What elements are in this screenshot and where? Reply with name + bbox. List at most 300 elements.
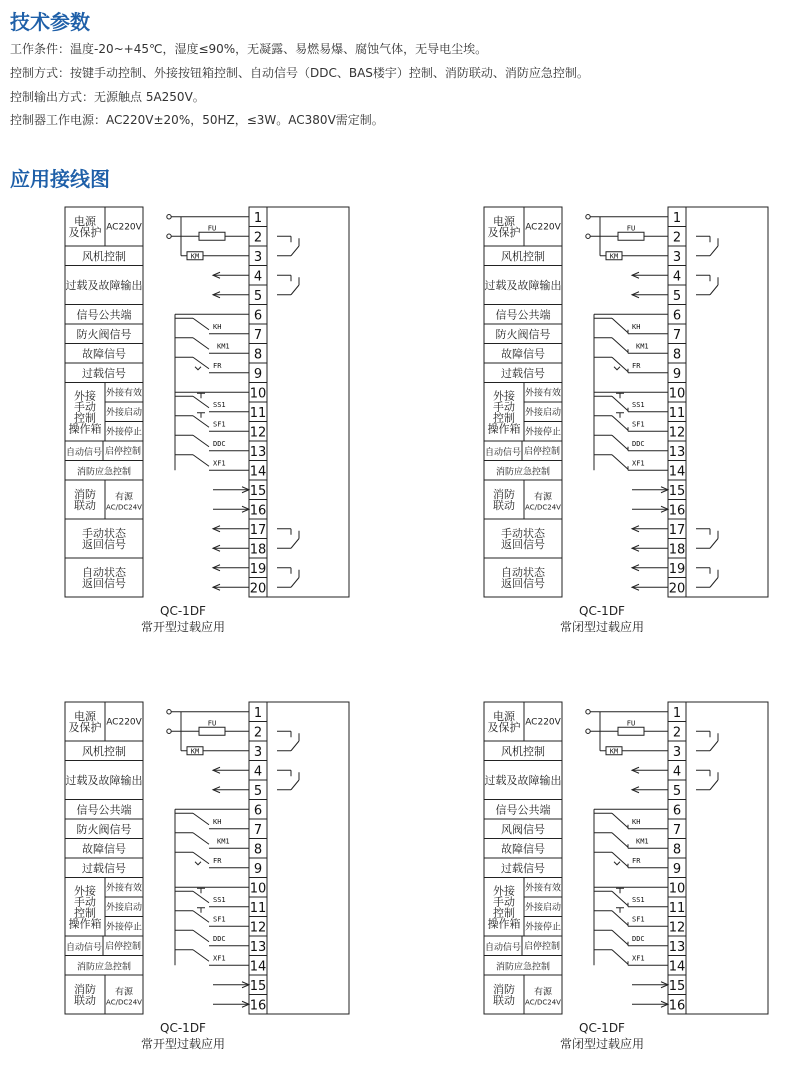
contact-blade (612, 357, 628, 372)
label-ext_start-line: 外接启动 (105, 902, 143, 913)
contact-blade (612, 396, 628, 411)
label-fire_link-line: 联动 (493, 499, 515, 512)
label-ext_valid-line: 外接有效 (105, 388, 143, 399)
terminal-number (254, 823, 262, 838)
terminal-number (669, 503, 686, 518)
label-ext_box-line: 操作箱 (68, 917, 102, 931)
contact-label-km1-line: KM1 (636, 342, 649, 351)
terminal-number (250, 998, 267, 1013)
terminal-number-line: 1 (253, 705, 263, 721)
terminal-number-line: 12 (249, 920, 267, 936)
terminal-number-line: 6 (672, 803, 682, 819)
terminal-number (250, 523, 267, 538)
terminal-number-line: 1 (253, 210, 263, 226)
terminal-number (250, 920, 267, 935)
label-fire_link (74, 982, 96, 1007)
terminal-number (673, 367, 681, 382)
contact-label-ss1 (213, 401, 226, 409)
label-ext_stop-line: 外接停止 (105, 427, 143, 438)
label-emergency (77, 960, 131, 972)
terminal-number-line: 11 (668, 900, 686, 916)
contact-blade (193, 435, 209, 447)
terminal-number-line: 6 (253, 803, 263, 819)
power-terminal-dot (167, 215, 171, 219)
label-ext_start-line: 外接启动 (524, 902, 562, 913)
contact-label-fr-line: FR (213, 856, 222, 865)
contact-blade (193, 930, 209, 942)
terminal-number-line: 8 (253, 842, 263, 858)
label-ext_valid-line: 外接有效 (524, 883, 562, 894)
terminal-number (254, 725, 262, 740)
terminal-number (669, 998, 686, 1013)
terminal-number-line: 6 (253, 308, 263, 324)
label-fan (82, 249, 126, 263)
terminal-number (250, 484, 267, 499)
terminal-number (673, 347, 681, 362)
label-auto_ss-line: 启停控制 (104, 446, 142, 457)
contact-label-xf1 (632, 459, 645, 467)
label-damper-line: 防火阀信号 (76, 822, 132, 836)
label-ext_stop (106, 425, 142, 437)
label-auto_ss (105, 445, 141, 457)
terminal-number (673, 725, 681, 740)
contact-label-kh-line: KH (213, 817, 222, 826)
label-table (484, 702, 562, 1014)
terminal-number-line: 5 (253, 288, 263, 304)
contact-label-ss1 (632, 401, 645, 409)
contact-blade (193, 338, 209, 350)
contact-blade (193, 455, 209, 467)
label-fire_link-line: 消防 (74, 488, 96, 501)
label-ext_box-line: 手动 (74, 400, 96, 414)
label-common (77, 802, 132, 816)
terminal-number (669, 386, 686, 401)
internal-contact (710, 578, 718, 588)
contact-label-kh-line: KH (213, 322, 222, 331)
internal-contact (291, 741, 299, 751)
external-wiring (586, 710, 668, 1008)
terminal-number (254, 706, 262, 721)
contact-label-kh (213, 323, 221, 331)
label-common (496, 307, 551, 321)
label-table (484, 207, 562, 597)
terminal-number (669, 464, 686, 479)
wiring-diagram-svg (482, 700, 772, 1059)
contact-label-ddc (213, 440, 226, 448)
internal-contact (710, 539, 718, 549)
contact-label-ddc-line: DDC (213, 439, 226, 448)
label-ext_stop (106, 920, 142, 932)
fuse-label (208, 719, 216, 727)
terminal-number (669, 484, 686, 499)
label-fan (501, 249, 545, 263)
label-power-line: 及保护 (487, 226, 521, 239)
contact-blade (193, 813, 209, 825)
terminal-number (254, 862, 262, 877)
contact-label-ddc (213, 935, 226, 943)
terminal-number-line: 8 (253, 347, 263, 363)
label-fire_link (74, 487, 96, 512)
fuse-label (627, 719, 635, 727)
label-emergency-line: 消防应急控制 (495, 467, 551, 478)
contactor-label (191, 252, 199, 260)
terminal-number-line: 9 (253, 366, 263, 382)
label-power-line: 及保护 (487, 721, 521, 734)
terminal-number-line: 5 (672, 288, 682, 304)
label-fan (501, 744, 545, 758)
diagram-caption-type: 常闭型过载应用 (559, 620, 645, 634)
terminal-number-line: 11 (249, 900, 267, 916)
terminal-number (673, 745, 681, 760)
label-power (488, 709, 521, 734)
label-fan-line: 风机控制 (82, 744, 126, 758)
label-auto_ret-line: 返回信号 (501, 577, 545, 590)
label-power (69, 709, 102, 734)
contact-label-ddc (632, 935, 645, 943)
terminal-number (673, 862, 681, 877)
terminal-number (250, 562, 267, 577)
contact-blade (612, 435, 628, 450)
label-ext_box-line: 操作箱 (68, 422, 102, 436)
label-fault-line: 故障信号 (82, 347, 126, 361)
terminal-number-line: 13 (668, 939, 686, 955)
terminal-number-line: 3 (672, 249, 682, 265)
label-ext_box-line: 外接 (74, 389, 96, 403)
contact-label-km1 (636, 837, 649, 845)
label-fire_link-line: 联动 (493, 994, 515, 1007)
contact-label-kh (213, 818, 221, 826)
contact-blade (612, 891, 628, 906)
label-damper-line: 防火阀信号 (76, 327, 132, 341)
terminal-number (254, 745, 262, 760)
label-damper (496, 327, 551, 341)
terminal-number-line: 1 (672, 705, 682, 721)
thermal-relay-symbol (614, 862, 620, 865)
label-ext_stop (525, 920, 561, 932)
spec-line-conditions: 工作条件：温度-20~+45℃，湿度≤90%，无凝露、易燃易爆、腐蚀气体，无导电尘埃。 (10, 42, 488, 56)
label-ext_valid (525, 881, 561, 893)
terminal-number (250, 881, 267, 896)
contact-label-ddc-line: DDC (213, 934, 226, 943)
wiring-diagram-2 (482, 205, 772, 642)
label-ext_valid-line: 外接有效 (524, 388, 562, 399)
label-auto_sig (66, 446, 102, 458)
label-fire_link-line: 联动 (74, 499, 96, 512)
terminal-number (673, 842, 681, 857)
label-ext_box-line: 手动 (493, 895, 515, 909)
contact-label-km1 (217, 837, 230, 845)
tech-params-title: 技术参数 (10, 10, 90, 34)
fuse-symbol (618, 727, 644, 735)
power-terminal-dot (586, 234, 590, 238)
label-overload-line: 过载信号 (82, 861, 126, 875)
label-table (65, 207, 143, 597)
label-ext_stop (525, 425, 561, 437)
wiring-diagram-1 (63, 205, 353, 642)
label-ext_start (106, 901, 142, 913)
terminal-number-line: 17 (249, 522, 267, 538)
terminal-number-line: 15 (249, 483, 267, 499)
label-fault (501, 841, 545, 855)
label-src_v (106, 504, 142, 512)
label-ext_box-line: 外接 (493, 884, 515, 898)
label-fault-line: 故障信号 (82, 842, 126, 856)
contact-blade (612, 950, 628, 965)
contactor-label-line: KM (609, 747, 619, 756)
contact-blade (612, 455, 628, 470)
fuse-label-line: FU (207, 224, 217, 233)
label-src (115, 491, 134, 503)
label-ac-line: AC220V (106, 717, 142, 728)
terminal-number (250, 959, 267, 974)
fuse-label-line: FU (207, 719, 217, 728)
terminal-number (254, 230, 262, 245)
fuse-symbol (199, 232, 225, 240)
terminal-number (254, 803, 262, 818)
label-src_v-line: AC/DC24V (106, 503, 142, 512)
terminal-number (250, 581, 267, 596)
diagram-caption-model: QC-1DF (160, 604, 206, 618)
label-emergency (77, 465, 131, 477)
terminal-number (669, 562, 686, 577)
label-ext_start-line: 外接启动 (524, 407, 562, 418)
label-power (69, 214, 102, 239)
terminal-number-line: 11 (249, 405, 267, 421)
label-src-line: 有源 (114, 492, 134, 503)
terminal-number-line: 19 (249, 561, 267, 577)
diagram-caption-model: QC-1DF (160, 1021, 206, 1035)
terminal-number (254, 764, 262, 779)
terminal-number (669, 881, 686, 896)
terminal-block (249, 207, 349, 597)
terminal-number (254, 211, 262, 226)
label-src-line: 有源 (533, 987, 553, 998)
label-emergency (496, 465, 550, 477)
label-auto_ss (524, 940, 560, 952)
label-fire_link (493, 487, 515, 512)
label-ac-line: AC220V (525, 717, 561, 728)
contact-label-sf1 (213, 915, 226, 923)
label-manual_ret-line: 返回信号 (82, 538, 126, 551)
label-fan-line: 风机控制 (501, 249, 545, 263)
label-table (65, 702, 143, 1014)
terminal-number (673, 328, 681, 343)
label-ext_box-line: 控制 (74, 906, 96, 920)
label-auto_sig (485, 941, 521, 953)
label-auto_ret (82, 565, 127, 590)
contact-label-km1-line: KM1 (636, 837, 649, 846)
terminal-number-line: 13 (249, 939, 267, 955)
label-ext_start (525, 901, 561, 913)
label-fault_out (485, 773, 562, 787)
terminal-number (673, 706, 681, 721)
label-manual_ret-line: 返回信号 (501, 538, 545, 551)
label-ext_stop-line: 外接停止 (105, 922, 143, 933)
terminal-number (669, 979, 686, 994)
label-fan-line: 风机控制 (82, 249, 126, 263)
label-ext_start-line: 外接启动 (105, 407, 143, 418)
diagram-caption-type: 常开型过载应用 (140, 1037, 226, 1051)
wiring-diagram-4 (482, 700, 772, 1059)
terminal-number (250, 940, 267, 955)
contact-blade (612, 911, 628, 926)
label-overload-line: 过载信号 (82, 366, 126, 380)
label-ext_stop-line: 外接停止 (524, 427, 562, 438)
contact-blade (193, 833, 209, 845)
terminal-number (669, 542, 686, 557)
spec-line-output: 控制输出方式：无源触点 5A250V。 (10, 90, 205, 104)
terminal-number-line: 10 (249, 881, 267, 897)
label-ac (106, 718, 142, 728)
terminal-number (254, 289, 262, 304)
terminal-number (254, 842, 262, 857)
terminal-number-line: 3 (253, 249, 263, 265)
label-manual_ret (82, 526, 127, 551)
label-ext_start (106, 406, 142, 418)
contact-label-sf1-line: SF1 (632, 420, 645, 429)
power-terminal-dot (167, 729, 171, 733)
label-power-line: 及保护 (68, 721, 102, 734)
terminal-number (673, 308, 681, 323)
terminal-number (254, 308, 262, 323)
terminal-number (669, 920, 686, 935)
label-src (534, 986, 553, 998)
terminal-number-line: 10 (249, 386, 267, 402)
internal-contact (291, 539, 299, 549)
terminal-number (250, 503, 267, 518)
fuse-label (208, 224, 216, 232)
terminal-number-line: 2 (253, 230, 263, 246)
label-ext_box-line: 操作箱 (487, 422, 521, 436)
contact-label-kh (632, 323, 640, 331)
label-emergency-line: 消防应急控制 (76, 962, 132, 973)
contact-blade (612, 338, 628, 353)
contact-label-km1-line: KM1 (217, 837, 230, 846)
label-common-line: 信号公共端 (76, 308, 132, 322)
label-ext_stop-line: 外接停止 (524, 922, 562, 933)
terminal-number (673, 784, 681, 799)
label-fault (82, 346, 126, 360)
terminal-number-line: 4 (672, 764, 682, 780)
terminal-number-line: 12 (668, 920, 686, 936)
label-auto_sig-line: 自动信号 (484, 447, 522, 458)
thermal-relay-symbol (195, 367, 201, 370)
terminal-number (250, 979, 267, 994)
label-common (496, 802, 551, 816)
label-src_v-line: AC/DC24V (525, 503, 561, 512)
label-damper (501, 822, 545, 836)
terminal-number-line: 9 (672, 366, 682, 382)
terminal-number-line: 14 (249, 959, 267, 975)
contact-label-kh (632, 818, 640, 826)
internal-contact (291, 578, 299, 588)
contact-blade (612, 416, 628, 431)
diagram-caption-model: QC-1DF (579, 604, 625, 618)
terminal-number-line: 14 (668, 464, 686, 480)
contactor-label (610, 747, 618, 755)
terminal-number-line: 16 (249, 503, 267, 519)
label-auto_ss (524, 445, 560, 457)
terminal-number (250, 386, 267, 401)
label-overload-line: 过载信号 (501, 861, 545, 875)
terminal-number (250, 425, 267, 440)
label-src (115, 986, 134, 998)
fuse-symbol (618, 232, 644, 240)
label-ac (106, 223, 142, 233)
terminal-number-line: 15 (668, 978, 686, 994)
wiring-diagram-svg (63, 700, 353, 1059)
label-fire_link-line: 联动 (74, 994, 96, 1007)
label-fault (501, 346, 545, 360)
contact-label-fr (632, 857, 641, 865)
contact-blade (612, 813, 628, 828)
internal-contact (291, 246, 299, 256)
terminal-number-line: 12 (249, 425, 267, 441)
terminal-number-line: 13 (249, 444, 267, 460)
diagram-caption-model: QC-1DF (579, 1021, 625, 1035)
spec-line-control-mode: 控制方式：按键手动控制、外接按钮箱控制、自动信号（DDC、BAS楼宇）控制、消防联动、消防应急控制。 (10, 66, 589, 80)
terminal-number-line: 3 (253, 744, 263, 760)
label-fault_out (66, 278, 143, 292)
label-auto_sig-line: 自动信号 (484, 942, 522, 953)
terminal-number-line: 20 (668, 581, 686, 597)
contactor-label (610, 252, 618, 260)
terminal-number-line: 7 (253, 327, 263, 343)
label-emergency-line: 消防应急控制 (495, 962, 551, 973)
terminal-number (673, 289, 681, 304)
label-src (534, 491, 553, 503)
label-auto_ss-line: 启停控制 (523, 446, 561, 457)
label-ext_box (69, 883, 102, 930)
contact-label-xf1 (632, 954, 645, 962)
terminal-number-line: 4 (253, 269, 263, 285)
terminal-number-line: 9 (253, 861, 263, 877)
label-fault_out (66, 773, 143, 787)
label-ext_box-line: 控制 (74, 411, 96, 425)
terminal-number (254, 784, 262, 799)
label-manual_ret (501, 526, 546, 551)
label-auto_sig-line: 自动信号 (65, 942, 103, 953)
terminal-number (669, 581, 686, 596)
internal-contact (710, 741, 718, 751)
label-src-line: 有源 (114, 987, 134, 998)
terminal-number (673, 250, 681, 265)
label-power-line: 电源 (493, 710, 515, 723)
label-auto_ret-line: 自动状态 (82, 566, 126, 579)
terminal-number-line: 7 (672, 327, 682, 343)
terminal-number-line: 1 (672, 210, 682, 226)
label-auto_sig (66, 941, 102, 953)
label-overload (501, 861, 545, 875)
label-fire_link-line: 消防 (493, 488, 515, 501)
label-src_v-line: AC/DC24V (525, 998, 561, 1007)
label-power (488, 214, 521, 239)
terminal-number-line: 14 (668, 959, 686, 975)
label-ext_box-line: 控制 (493, 411, 515, 425)
power-terminal-dot (586, 215, 590, 219)
label-ac (525, 223, 561, 233)
label-fire_link (493, 982, 515, 1007)
contact-label-ss1-line: SS1 (213, 400, 226, 409)
contact-label-km1 (217, 342, 230, 350)
fuse-symbol (199, 727, 225, 735)
terminal-number-line: 13 (668, 444, 686, 460)
contact-label-xf1 (213, 954, 226, 962)
contact-label-xf1-line: XF1 (213, 459, 226, 468)
external-wiring (167, 215, 249, 591)
label-auto_ss (105, 940, 141, 952)
label-ext_valid (106, 386, 142, 398)
